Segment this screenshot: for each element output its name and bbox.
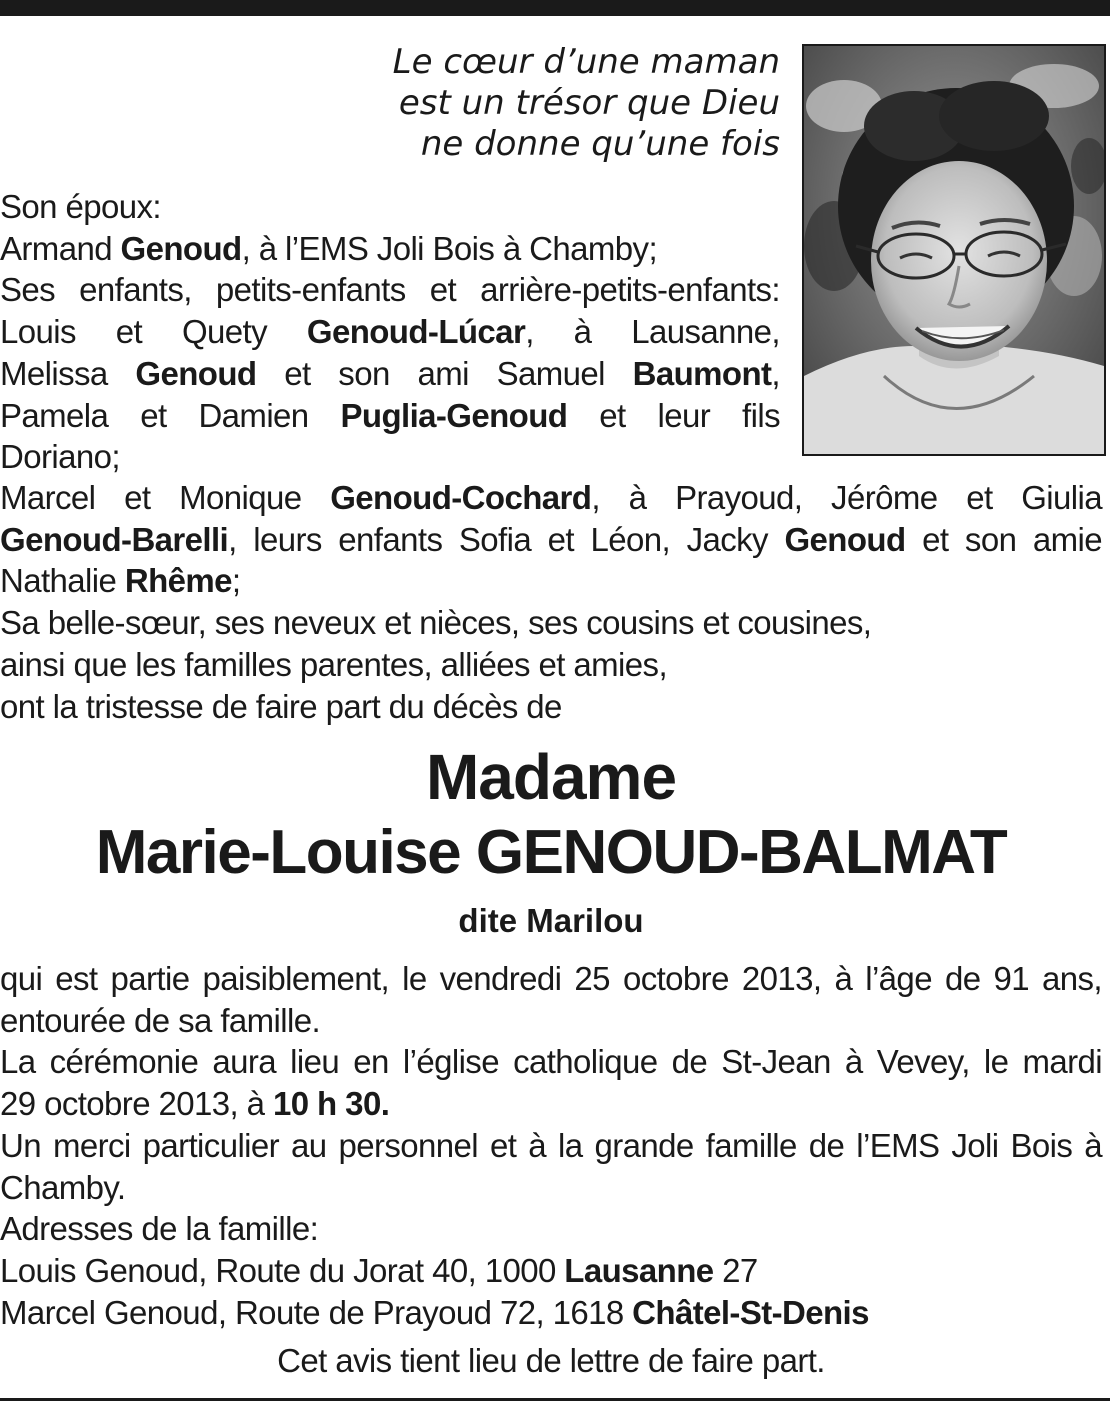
family-name: Genoud-Barelli	[0, 520, 229, 558]
text-run: ;	[231, 562, 241, 600]
family-line-m3	[0, 560, 1102, 602]
text-run: Marcel Genoud, Route de Prayoud 72, 1618	[0, 1293, 633, 1331]
text-run: et son amie	[905, 520, 1102, 558]
epigraph	[300, 42, 780, 165]
text-run: Pamela et Damien	[0, 396, 341, 434]
ceremony-line-2	[0, 1083, 1102, 1125]
text-run: , à Lausanne,	[525, 313, 780, 351]
text-run: Marcel et Monique	[0, 479, 331, 516]
family-name: Genoud-Lúcar	[306, 313, 526, 351]
spouse-line	[0, 228, 780, 270]
city-name: Châtel-St-Denis	[632, 1293, 869, 1331]
relatives-line-1: Sa belle-sœur, ses neveux et nièces, ses cousins et cousines,	[0, 604, 872, 642]
relatives-line-2: ainsi que les familles parentes, alliées et amies,	[0, 645, 668, 683]
text-run: et leur fils	[567, 396, 780, 434]
spouse-place: , à l’EMS Joli Bois à Chamby;	[241, 229, 658, 267]
epigraph-line: est un trésor que Dieu	[398, 83, 780, 123]
text-run: Louis Genoud, Route du Jorat 40, 1000	[0, 1251, 565, 1289]
deceased-name: Marie-Louise GENOUD-BALMAT	[95, 818, 1007, 887]
child-line-4: Doriano;	[0, 438, 120, 476]
text-run: , leurs enfants Sofia et Léon, Jacky	[228, 520, 785, 558]
thanks-line-1: Un merci particulier au personnel et à la grande famille de l’EMS Joli Bois à	[0, 1126, 1102, 1164]
text-run: Melissa	[0, 354, 136, 392]
ceremony-line-1: La cérémonie aura lieu en l’église catholique de St-Jean à Vevey, le mardi	[0, 1043, 1102, 1081]
honorific-title: Madame	[425, 741, 677, 813]
death-line-1: qui est partie paisiblement, le vendredi 25 octobre 2013, à l’âge de 91 ans,	[0, 960, 1102, 997]
death-line-2: entourée de sa famille.	[0, 1001, 321, 1039]
family-line-m1	[0, 477, 1102, 519]
top-border-bar	[0, 0, 1110, 16]
ceremony-details	[0, 958, 1102, 1333]
announcement-line: ont la tristesse de faire part du décès de	[0, 687, 562, 725]
family-name: Puglia-Genoud	[340, 396, 568, 434]
family-line-m2	[0, 519, 1102, 561]
text-run: Louis et Quety	[0, 313, 307, 351]
thanks-line-2: Chamby.	[0, 1168, 126, 1206]
address-line-1	[0, 1250, 1102, 1292]
family-list-bottom	[0, 477, 1102, 727]
spouse-heading: Son époux:	[0, 188, 161, 225]
closing-note: Cet avis tient lieu de lettre de faire part.	[277, 1342, 825, 1379]
bottom-border-rule	[0, 1398, 1110, 1401]
epigraph-line: ne donne qu’une fois	[420, 124, 780, 164]
family-name: Genoud	[784, 520, 906, 558]
spouse-first-name: Armand	[0, 229, 121, 267]
family-name: Genoud-Cochard	[330, 479, 592, 516]
text-run: et son ami Samuel	[256, 354, 633, 392]
child-line-3	[0, 395, 780, 437]
text-run: 27	[713, 1251, 758, 1289]
text-run: 29 octobre 2013, à	[0, 1085, 273, 1123]
text-run: , à Prayoud, Jérôme et Giulia	[591, 479, 1102, 516]
epigraph-line: Le cœur d’une maman	[392, 42, 780, 82]
family-name: Genoud	[135, 354, 257, 392]
children-heading: Ses enfants, petits-enfants et arrière-petits-enfants:	[0, 271, 780, 309]
address-line-2	[0, 1292, 1102, 1334]
child-line-2	[0, 353, 780, 395]
deceased-nickname: dite Marilou	[458, 902, 644, 939]
family-name: Baumont	[632, 354, 772, 392]
text-run: Nathalie	[0, 562, 125, 600]
spouse-last-name: Genoud	[120, 229, 242, 267]
city-name: Lausanne	[564, 1251, 714, 1289]
address-heading: Adresses de la famille:	[0, 1210, 319, 1248]
ceremony-time: 10 h 30.	[272, 1085, 390, 1123]
family-name: Rhême	[124, 562, 232, 600]
child-line-1	[0, 311, 780, 353]
text-run: ,	[771, 354, 780, 392]
portrait-photo	[802, 44, 1106, 456]
family-list-top	[0, 186, 780, 478]
